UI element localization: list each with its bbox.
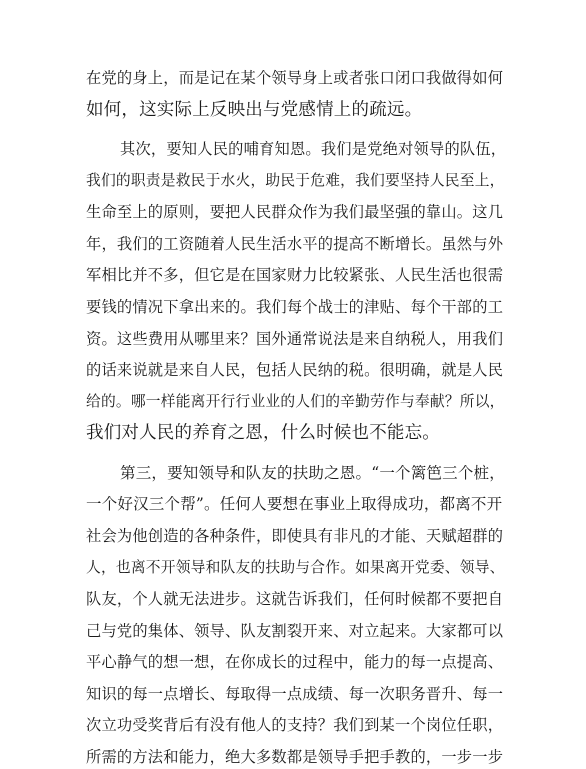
paragraph-3-line-7: 平心静气的想一想，在你成长的过程中，能力的每一点提高、 xyxy=(86,653,504,671)
paragraph-2-line-10: 我们对人民的养育之恩，什么时候也不能忘。 xyxy=(86,423,440,443)
paragraph-2-line-9: 给的。哪一样能离开行行业业的人们的辛勤劳作与奉献？所以， xyxy=(86,393,505,410)
paragraph-2-line-8: 的话来说就是来自人民，包括人民纳的税。很明确，就是人民 xyxy=(86,361,504,379)
paragraph-2-line-3: 生命至上的原则，要把人民群众作为我们最坚强的靠山。这几 xyxy=(86,203,504,221)
paragraph-2-line-1: 其次，要知人民的哺育知恩。我们是党绝对领导的队伍， xyxy=(120,140,506,158)
paragraph-2-line-7: 资。这些费用从哪里来？国外通常说法是来自纳税人，用我们 xyxy=(86,330,504,348)
paragraph-3-line-2: 一个好汉三个帮”。任何人要想在事业上取得成功，都离不开 xyxy=(86,495,503,513)
paragraph-2-line-4: 年，我们的工资随着人民生活水平的提高不断增长。虽然与外 xyxy=(86,235,504,253)
paragraph-1-line-1: 在党的身上，而是记在某个领导身上或者张口闭口我做得如何 xyxy=(86,69,504,87)
paragraph-2-line-5: 军相比并不多，但它是在国家财力比较紧张、人民生活也很需 xyxy=(86,266,504,284)
paragraph-3-line-9: 次立功受奖背后有没有他人的支持？我们到某一个岗位任职， xyxy=(86,716,504,734)
paragraph-2-line-2: 我们的职责是救民于水火，助民于危难，我们要坚持人民至上， xyxy=(86,172,505,189)
paragraph-3-line-10: 所需的方法和能力，绝大多数都是领导手把手教的，一步一步 xyxy=(86,748,504,766)
paragraph-3-line-6: 己与党的集体、领导、队友割裂开来、对立起来。大家都可以 xyxy=(86,622,504,640)
paragraph-2-line-6: 要钱的情况下拿出来的。我们每个战士的津贴、每个干部的工 xyxy=(86,298,504,316)
paragraph-3-line-1: 第三，要知领导和队友的扶助之恩。“一个篱笆三个桩， xyxy=(120,464,505,482)
paragraph-3-line-5: 队友，个人就无法进步。这就告诉我们，任何时候都不要把自 xyxy=(86,590,504,608)
paragraph-3-line-3: 社会为他创造的各种条件，即使具有非凡的才能、天赋超群的 xyxy=(86,527,504,545)
paragraph-3-line-8: 知识的每一点增长、每取得一点成绩、每一次职务晋升、每一 xyxy=(86,685,504,703)
paragraph-1-line-2: 如何，这实际上反映出与党感情上的疏远。 xyxy=(86,100,423,120)
paragraph-3-line-4: 人，也离不开领导和队友的扶助与合作。如果离开党委、领导、 xyxy=(86,559,505,576)
